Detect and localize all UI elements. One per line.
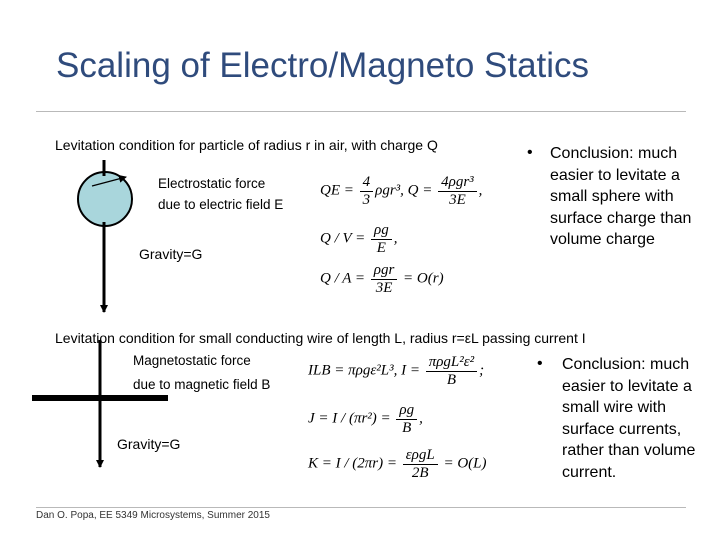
wire-conclusion-bullet: • bbox=[537, 355, 543, 372]
wire-equation-2: J = I / (πr²) = $\frac{\rho g}{B}$ , bbox=[308, 402, 423, 436]
electric-field-label: due to electric field E bbox=[158, 197, 284, 212]
electrostatic-force-label: Electrostatic force bbox=[158, 176, 266, 191]
particle-equation-1: QE = $\frac{4}{3}$ ρgr³, Q = $\frac{\text{4ρgr³}}{3E}$ , bbox=[320, 174, 483, 208]
wire-conclusion: Conclusion: much easier to levitate a small wire with surface currents, rather than volume current. bbox=[562, 356, 696, 481]
charged-particle-icon bbox=[78, 172, 132, 226]
particle-heading: Levitation condition for particle of radius r in air, with charge Q bbox=[55, 137, 438, 153]
particle-equation-2: Q / V = $\frac{\rho g}{E}$ , bbox=[320, 222, 398, 256]
particle-equation-3: Q / A = $\frac{\text{ρgr}}{3E}$ = O(r) bbox=[320, 262, 444, 296]
slide-footer: Dan O. Popa, EE 5349 Microsystems, Summer 2015 bbox=[36, 510, 270, 521]
wire-equation-1: ILB = πρgε²L³, I = $\frac{\text{πρgL²ε²}}{B}$ ; bbox=[308, 354, 485, 388]
slide-title: Scaling of Electro/Magneto Statics bbox=[56, 46, 590, 85]
magnetostatic-force-label: Magnetostatic force bbox=[133, 353, 251, 368]
wire-equation-3: K = I / (2πr) = $\frac{\text{ερgL}}{2B}$ = O(L) bbox=[308, 447, 487, 481]
particle-conclusion-bullet: • bbox=[527, 144, 533, 161]
wire-heading: Levitation condition for small conducting wire of length L, radius r=εL passing current I bbox=[55, 330, 586, 346]
particle-conclusion: Conclusion: much easier to levitate a small sphere with surface charge than volume charge bbox=[550, 145, 692, 249]
footer-divider bbox=[36, 507, 686, 508]
magnetic-field-label: due to magnetic field B bbox=[133, 377, 271, 392]
gravity-label-wire: Gravity=G bbox=[117, 436, 181, 452]
gravity-label-particle: Gravity=G bbox=[139, 246, 203, 262]
